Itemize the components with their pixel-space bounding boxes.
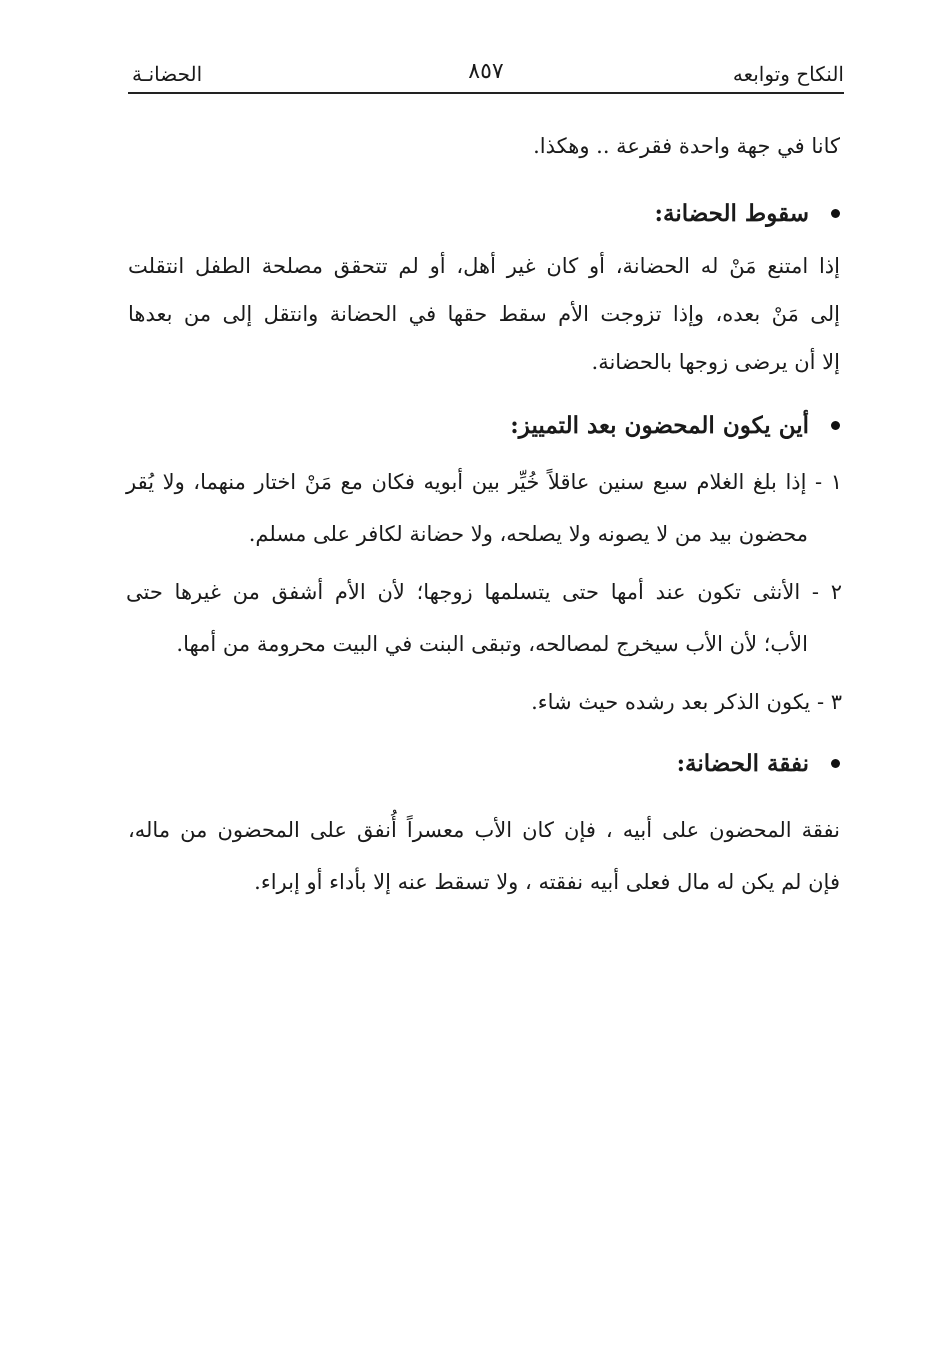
paragraph-line: إلى مَنْ بعده، وإذا تزوجت الأم سقط حقها في الحضانة وانتقل إلى من بعدها (128, 302, 840, 326)
list-item-line: ٣ - يكون الذكر بعد رشده حيث شاء. (531, 690, 842, 714)
bullet-icon (831, 209, 840, 218)
intro-line: كانا في جهة واحدة فقرعة .. وهكذا. (533, 134, 840, 158)
bullet-icon (831, 421, 840, 430)
paragraph-line: فإن لم يكن له مال فعلى أبيه نفقته ، ولا تسقط عنه إلا بأداء أو إبراء. (254, 870, 840, 894)
section-heading-after-discernment (510, 412, 840, 439)
list-item-line: ٢ - الأنثى تكون عند أمها حتى يتسلمها زوجها؛ لأن الأم أشفق من غيرها حتى (126, 580, 842, 604)
section-heading-text: سقوط الحضانة: (654, 200, 809, 227)
list-item-line: الأب؛ لأن الأب سيخرج لمصالحه، وتبقى البنت في البيت محرومة من أمها. (176, 632, 808, 656)
page-number: ٨٥٧ (468, 59, 504, 84)
paragraph-line: نفقة المحضون على أبيه ، فإن كان الأب معسراً أُنفق على المحضون من ماله، (128, 818, 840, 842)
section-heading-custody-loss (655, 200, 841, 227)
page-header (128, 58, 844, 94)
section-heading-custody-expenses (677, 750, 840, 777)
paragraph-line: إلا أن يرضى زوجها بالحضانة. (591, 350, 840, 374)
section-heading-text: نفقة الحضانة: (676, 750, 809, 777)
section-heading-text: أين يكون المحضون بعد التمييز: (510, 412, 809, 439)
list-item-line: ١ - إذا بلغ الغلام سبع سنين عاقلاً خُيِّر بين أبويه فكان مع مَنْ اختار منهما، ولا يُقر (126, 470, 842, 494)
bullet-icon (831, 759, 840, 768)
paragraph-line: إذا امتنع مَنْ له الحضانة، أو كان غير أهل، أو لم تتحقق مصلحة الطفل انتقلت (128, 254, 840, 278)
chapter-title: الحضانـة (132, 62, 203, 86)
list-item-line: محضون بيد من لا يصونه ولا يصلحه، ولا حضانة لكافر على مسلم. (248, 522, 808, 546)
book-title: النكاح وتوابعه (732, 62, 844, 86)
